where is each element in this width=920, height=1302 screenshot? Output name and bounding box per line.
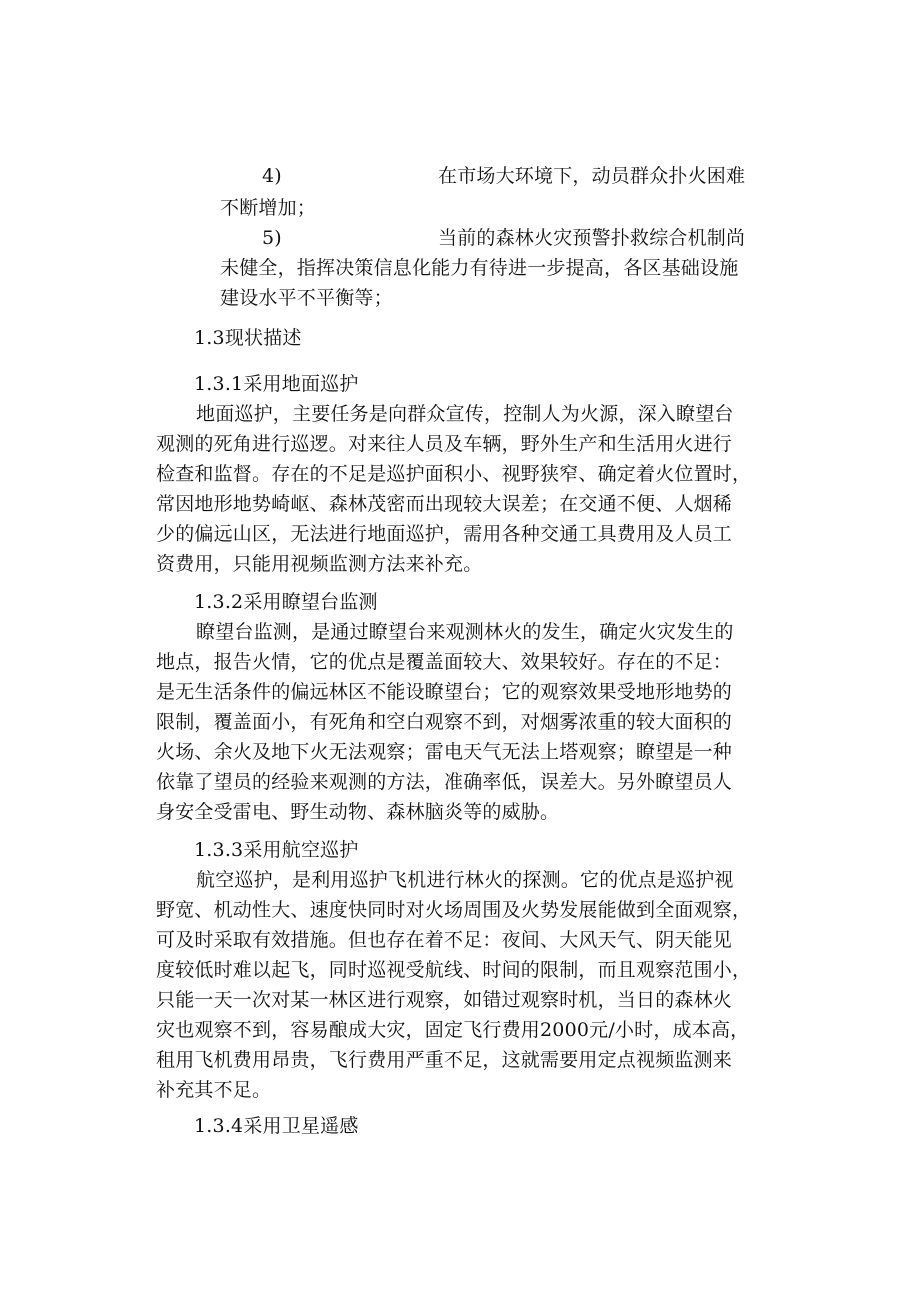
paragraph-line: 只能一天一次对某一林区进行观察，如错过观察时机，当日的森林火 xyxy=(156,989,733,1011)
paragraph-line: 火场、余火及地下火无法观察；雷电天气无法上塔观察；瞭望是一种 xyxy=(156,741,733,763)
paragraph-line: 地点，报告火情，它的优点是覆盖面较大、效果较好。存在的不足： xyxy=(156,651,733,673)
paragraph-line: 地面巡护，主要任务是向群众宣传，控制人为火源，深入瞭望台 xyxy=(196,403,734,425)
list-item-number: 5) xyxy=(262,227,282,249)
paragraph-line: 瞭望台监测，是通过瞭望台来观测林火的发生，确定火灾发生的 xyxy=(196,621,734,643)
paragraph-line: 常因地形地势崎岖、森林茂密而出现较大误差；在交通不便、人烟稀 xyxy=(156,493,733,515)
paragraph-line: 是无生活条件的偏远林区不能设瞭望台；它的观察效果受地形地势的 xyxy=(156,681,733,703)
list-item-text: 当前的森林火灾预警扑救综合机制尚 xyxy=(438,227,746,249)
paragraph-line: 检查和监督。存在的不足是巡护面积小、视野狭窄、确定着火位置时， xyxy=(156,463,752,485)
paragraph-line: 航空巡护，是利用巡护飞机进行林火的探测。它的优点是巡护视 xyxy=(196,869,734,891)
subsection-heading: 1.3.3采用航空巡护 xyxy=(194,839,359,861)
subsection-heading: 1.3.2采用瞭望台监测 xyxy=(194,591,378,613)
subsection-heading: 1.3.1采用地面巡护 xyxy=(194,373,359,395)
paragraph-line: 身安全受雷电、野生动物、森林脑炎等的威胁。 xyxy=(156,801,560,823)
list-item-text: 不断增加； xyxy=(220,197,317,219)
section-heading: 1.3现状描述 xyxy=(194,327,302,349)
paragraph-line: 补充其不足。 xyxy=(156,1079,272,1101)
paragraph-line: 少的偏远山区，无法进行地面巡护，需用各种交通工具费用及人员工 xyxy=(156,523,733,545)
paragraph-line: 限制，覆盖面小，有死角和空白观察不到，对烟雾浓重的较大面积的 xyxy=(156,711,733,733)
paragraph-line: 资费用，只能用视频监测方法来补充。 xyxy=(156,553,483,575)
paragraph-line: 度较低时难以起飞，同时巡视受航线、时间的限制，而且观察范围小， xyxy=(156,959,752,981)
paragraph-line: 租用飞机费用昂贵，飞行费用严重不足，这就需要用定点视频监测来 xyxy=(156,1049,733,1071)
paragraph-line: 依靠了望员的经验来观测的方法，准确率低，误差大。另外瞭望员人 xyxy=(156,771,733,793)
paragraph-line: 灾也观察不到，容易酿成大灾，固定飞行费用2000元/小时，成本高， xyxy=(156,1019,750,1041)
list-item-text: 未健全，指挥决策信息化能力有待进一步提高，各区基础设施 xyxy=(220,257,739,279)
subsection-heading: 1.3.4采用卫星遥感 xyxy=(194,1115,359,1137)
paragraph-line: 观测的死角进行巡逻。对来往人员及车辆，野外生产和生活用火进行 xyxy=(156,433,733,455)
paragraph-line: 可及时采取有效措施。但也存在着不足：夜间、大风天气、阴天能见 xyxy=(156,929,733,951)
list-item-text: 建设水平不平衡等； xyxy=(220,287,393,309)
list-item-text: 在市场大环境下，动员群众扑火困难 xyxy=(438,165,746,187)
list-item-number: 4) xyxy=(262,165,282,187)
paragraph-line: 野宽、机动性大、速度快同时对火场周围及火势发展能做到全面观察， xyxy=(156,899,752,921)
